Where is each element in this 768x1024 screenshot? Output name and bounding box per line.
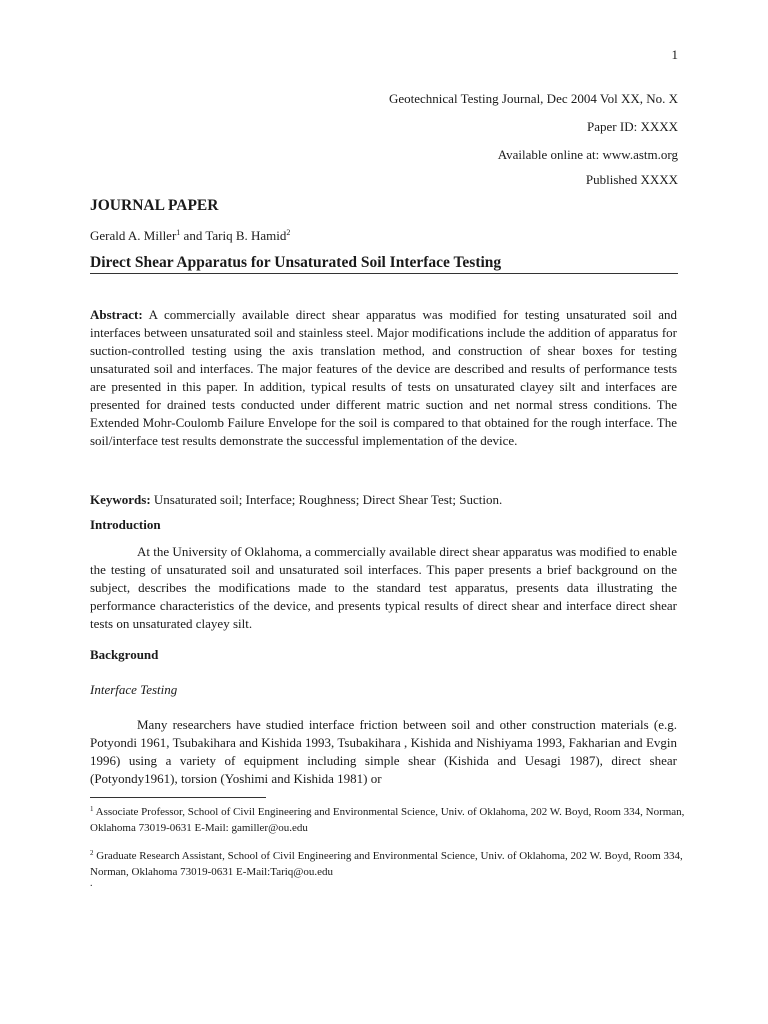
journal-citation: Geotechnical Testing Journal, Dec 2004 Vol XX, No. X (388, 91, 678, 106)
author-line (90, 228, 290, 244)
paper-title: Direct Shear Apparatus for Unsaturated Soil Interface Testing (90, 254, 502, 271)
footnote-text: Associate Professor, School of Civil Engineering and Environmental Science, Univ. of Oklahoma, 202 W. Boyd, Room 334, Norman, Oklahoma 73019-0631 E-Mail: gamiller@ou.edu (90, 806, 685, 834)
keywords-label: Keywords: (90, 492, 151, 507)
availability-note: Available online at: www.astm.org (497, 147, 678, 162)
trailing-mark: . (90, 878, 93, 889)
section-heading-background: Background (90, 647, 159, 662)
paper-type-label: JOURNAL PAPER (90, 197, 219, 214)
keywords-line (90, 491, 677, 509)
published-date: Published XXXX (585, 172, 678, 187)
abstract-label: Abstract: (90, 307, 143, 322)
keywords-text: Unsaturated soil; Interface; Roughness; Direct Shear Test; Suction. (150, 492, 503, 507)
footnote-marker: 1 (90, 805, 94, 813)
footnote-2 (90, 845, 688, 880)
footnote-marker: 2 (90, 849, 94, 857)
background-paragraph: Many researchers have studied interface friction between soil and other construction materials (e.g. Potyondi 1961, Tsubakihara and Kishida 1993, Tsubakihara , Kishida and Nishiyama 1993, Fakharian and Evgin 1996) using a variety of equipment including simple shear (Kishida and Uesagi 1987), direct shear (Potyondy1961), torsion (Yoshimi and Kishida 1981) or (90, 717, 677, 786)
title-divider (90, 273, 678, 274)
author-footnote-ref: 2 (286, 228, 291, 237)
page-number: 1 (671, 47, 678, 62)
introduction-paragraph: At the University of Oklahoma, a commercially available direct shear apparatus was modified to enable the testing of unsaturated soil and unsaturated soil interfaces. This paper presents a brief background on the subject, describes the modifications made to the standard test apparatus, presents data illustrating the performance characteristics of the device, and presents typical results of direct shear and interface direct shear tests on unsaturated clayey silt. (90, 544, 677, 631)
author-footnote-ref: 1 (176, 228, 181, 237)
footnote-1 (90, 801, 688, 836)
footnote-divider (90, 797, 266, 798)
subsection-heading-interface-testing: Interface Testing (90, 682, 178, 697)
paper-id: Paper ID: XXXX (587, 119, 678, 134)
abstract-paragraph (90, 306, 677, 450)
author-name: Tariq B. Hamid (205, 228, 287, 243)
author-conjunction: and (180, 228, 206, 243)
abstract-text: A commercially available direct shear apparatus was modified for testing unsaturated soil and interfaces between unsaturated soil and stainless steel. Major modifications include the addition of apparatus for suction-controlled testing using the axis translation method, and construction of shear boxes for testing unsaturated soil and interfaces. The major features of the device are described and results of performance tests are presented in this paper. In addition, typical results of tests on unsaturated clayey silt and interfaces are presented for drained tests conducted under different matric suction and net normal stress conditions. The Extended Mohr-Coulomb Failure Envelope for the soil is compared to that obtained for the rough interface. The soil/interface test results demonstrate the successful implementation of the device. (90, 307, 677, 448)
footnote-text: Graduate Research Assistant, School of Civil Engineering and Environmental Science, Univ. of Oklahoma, 202 W. Boyd, Room 334, Norman, Oklahoma 73019-0631 E-Mail:Tariq@ou.edu (90, 850, 683, 878)
section-heading-introduction: Introduction (90, 517, 161, 532)
author-name: Gerald A. Miller (90, 228, 177, 243)
